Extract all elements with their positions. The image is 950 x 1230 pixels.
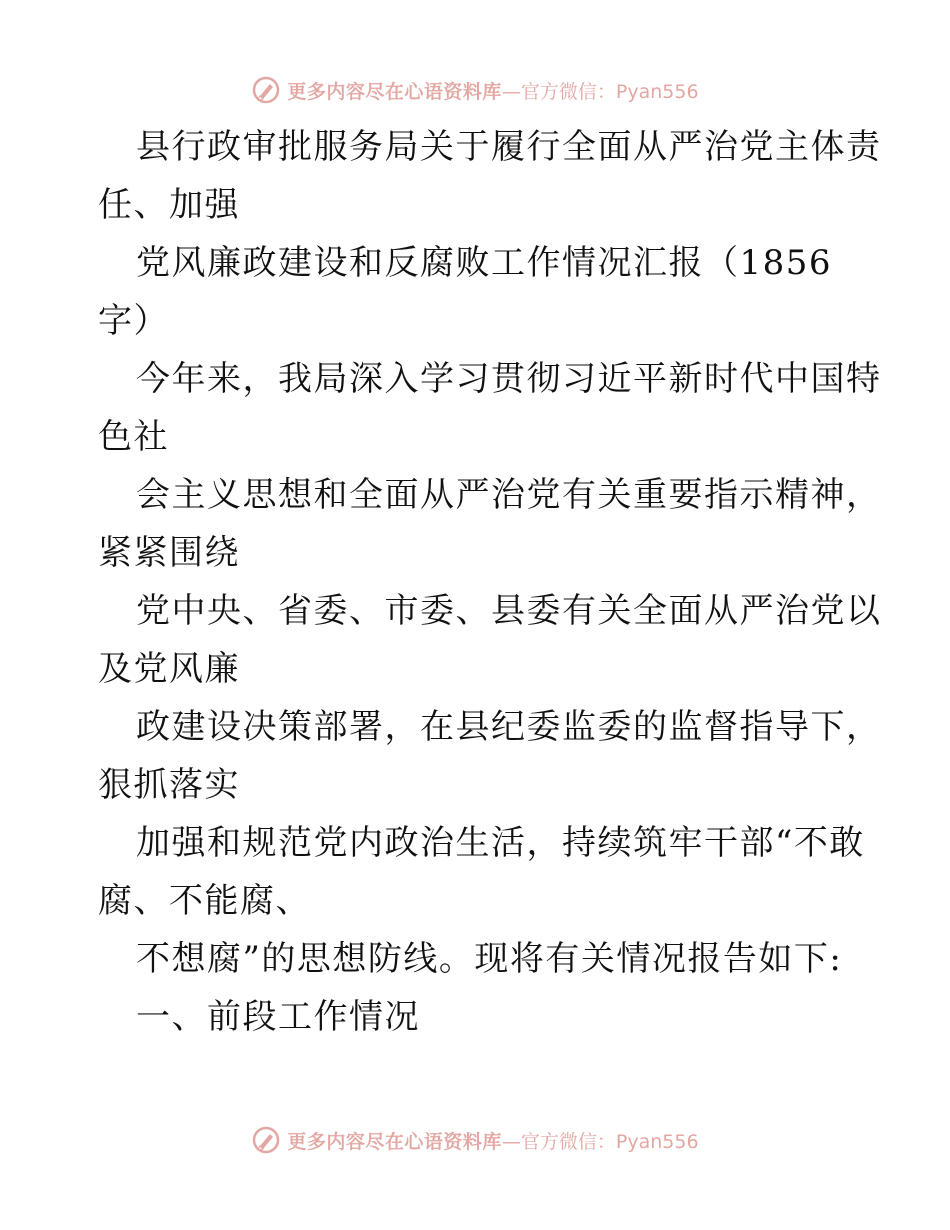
section-heading: 一、前段工作情况 [136, 997, 420, 1037]
banner-sub-text: —官方微信：Pyan556 [501, 80, 699, 103]
text-line: 紧紧围绕 [98, 533, 240, 573]
pen-logo-icon [251, 1125, 281, 1155]
text-line: 会主义思想和全面从严治党有关重要指示精神， [136, 475, 882, 515]
banner-sub-text: —官方微信：Pyan556 [501, 1130, 699, 1153]
text-line: 字） [98, 301, 169, 341]
text-line: 任、加强 [98, 185, 240, 225]
footer-banner [0, 1120, 950, 1160]
text-line: 政建设决策部署，在县纪委监委的监督指导下， [136, 707, 882, 747]
text-line: 加强和规范党内政治生活，持续筑牢干部“不敢 [136, 823, 865, 863]
pen-logo-icon [251, 75, 281, 105]
text-line: 今年来，我局深入学习贯彻习近平新时代中国特 [136, 359, 882, 399]
banner-main-text: 更多内容尽在心语资料库 [287, 80, 502, 103]
banner-main-text: 更多内容尽在心语资料库 [287, 1130, 502, 1153]
document-body [98, 118, 882, 1046]
text-line: 色社 [98, 417, 169, 457]
text-line: 党风廉政建设和反腐败工作情况汇报（1856 [136, 243, 833, 283]
text-line: 及党风廉 [98, 649, 240, 689]
text-line: 县行政审批服务局关于履行全面从严治党主体责 [136, 127, 882, 167]
text-line: 不想腐”的思想防线。现将有关情况报告如下: [136, 939, 843, 979]
text-line: 党中央、省委、市委、县委有关全面从严治党以 [136, 591, 882, 631]
text-line: 狠抓落实 [98, 765, 240, 805]
text-line: 腐、不能腐、 [98, 881, 311, 921]
header-banner [0, 70, 950, 110]
